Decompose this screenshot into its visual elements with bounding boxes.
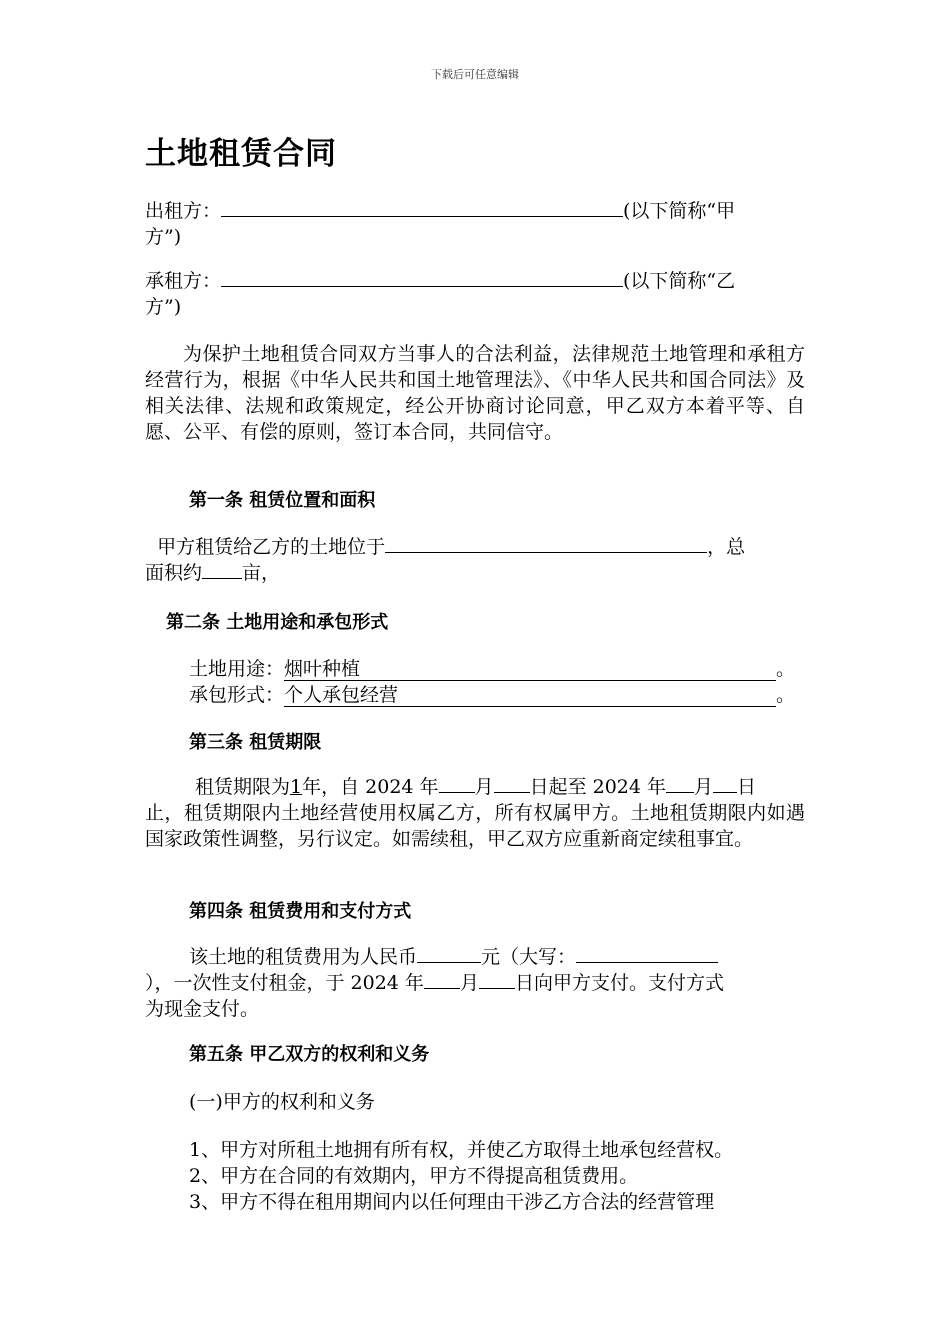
article-1-text-2: ，总 (707, 536, 746, 558)
area-blank[interactable] (202, 560, 242, 579)
fee-text-c: ），一次性支付租金，于 2024 年 (145, 972, 424, 994)
article-4-body (145, 944, 805, 1022)
page-header: 下载后可任意编辑 (431, 68, 519, 81)
lessee-blank[interactable] (221, 268, 623, 287)
article-1-text-1: 甲方租赁给乙方的土地位于 (157, 536, 386, 558)
party-a-rights-subheading: (一)甲方的权利和义务 (189, 1091, 375, 1113)
term-years: 1 (290, 776, 303, 798)
document-title: 土地租赁合同 (145, 136, 337, 172)
contract-form-label: 承包形式： (189, 684, 285, 706)
lessor-line (145, 198, 805, 250)
lessor-suffix-2: 方”) (145, 226, 182, 248)
article-1-body (145, 534, 805, 586)
term-rest: 止，租赁期限内土地经营使用权属乙方，所有权属甲方。土地租赁期限内如遇国家政策性调整，另行议定。如需续租，甲乙双方应重新商定续租事宜。 (145, 802, 805, 850)
lessee-suffix: (以下简称“乙 (623, 270, 736, 292)
fee-line (145, 944, 805, 970)
pay-day-blank[interactable] (479, 970, 515, 989)
contract-form-end: 。 (776, 684, 796, 706)
term-text-c: 月 (474, 776, 494, 798)
lessor-blank[interactable] (221, 198, 623, 217)
list-item: 3、甲方不得在租用期间内以任何理由干涉乙方合法的经营管理 (189, 1191, 715, 1213)
article-1-heading: 第一条 租赁位置和面积 (189, 490, 376, 511)
lessor-label: 出租方： (145, 200, 222, 222)
lessee-line (145, 268, 805, 320)
term-text-b: 年，自 2024 年 (302, 776, 439, 798)
land-use-label: 土地用途： (189, 658, 285, 680)
fee-text-e: 日向甲方支付。支付方式 (514, 972, 724, 994)
location-blank[interactable] (385, 534, 707, 553)
fee-text-d: 月 (459, 972, 479, 994)
term-text-f: 日 (737, 776, 757, 798)
article-5-heading: 第五条 甲乙双方的权利和义务 (189, 1044, 430, 1065)
article-3-body (145, 774, 805, 852)
contract-form-line (189, 682, 849, 708)
land-use-value[interactable]: 烟叶种植 (284, 658, 776, 681)
party-a-item-list (189, 1137, 829, 1215)
pay-month-blank[interactable] (424, 970, 460, 989)
end-day-blank[interactable] (713, 774, 737, 793)
fee-uppercase-blank[interactable] (576, 944, 718, 963)
article-2-heading: 第二条 土地用途和承包形式 (166, 612, 389, 633)
term-text-a: 租赁期限为 (195, 776, 291, 798)
fee-line-3: 为现金支付。 (145, 998, 260, 1020)
preamble-paragraph: 为保护土地租赁合同双方当事人的合法利益，法律规范土地管理和承租方经营行为，根据《中华人民共和国土地管理法》、《中华人民共和国合同法》及相关法律、法规和政策规定，经公开协商讨论同意，甲乙双方本着平等、自愿、公平、有偿的原则，签订本合同，共同信守。 (145, 343, 805, 443)
lessee-suffix-2: 方”) (145, 296, 182, 318)
land-use-end: 。 (776, 658, 796, 680)
end-month-blank[interactable] (666, 774, 694, 793)
lessor-suffix: (以下简称“甲 (623, 200, 736, 222)
term-text-d: 日起至 2024 年 (529, 776, 666, 798)
term-text-e: 月 (694, 776, 714, 798)
list-item: 1、甲方对所租土地拥有所有权，并使乙方取得土地承包经营权。 (189, 1139, 734, 1161)
fee-text-b: 元（大写： (481, 946, 577, 968)
term-line (145, 774, 805, 800)
list-item: 2、甲方在合同的有效期内，甲方不得提高租赁费用。 (189, 1165, 639, 1187)
start-day-blank[interactable] (494, 774, 530, 793)
article-1-text-4: 亩， (242, 562, 281, 584)
fee-line-2 (145, 970, 805, 996)
start-month-blank[interactable] (439, 774, 475, 793)
lessee-label: 承租方： (145, 270, 222, 292)
fee-text-a: 该土地的租赁费用为人民币 (189, 946, 418, 968)
article-1-text-3: 面积约 (145, 562, 203, 584)
article-3-heading: 第三条 租赁期限 (189, 732, 322, 753)
land-use-line (189, 656, 849, 682)
fee-amount-blank[interactable] (417, 944, 481, 963)
contract-form-value[interactable]: 个人承包经营 (284, 684, 776, 707)
article-4-heading: 第四条 租赁费用和支付方式 (189, 901, 412, 922)
